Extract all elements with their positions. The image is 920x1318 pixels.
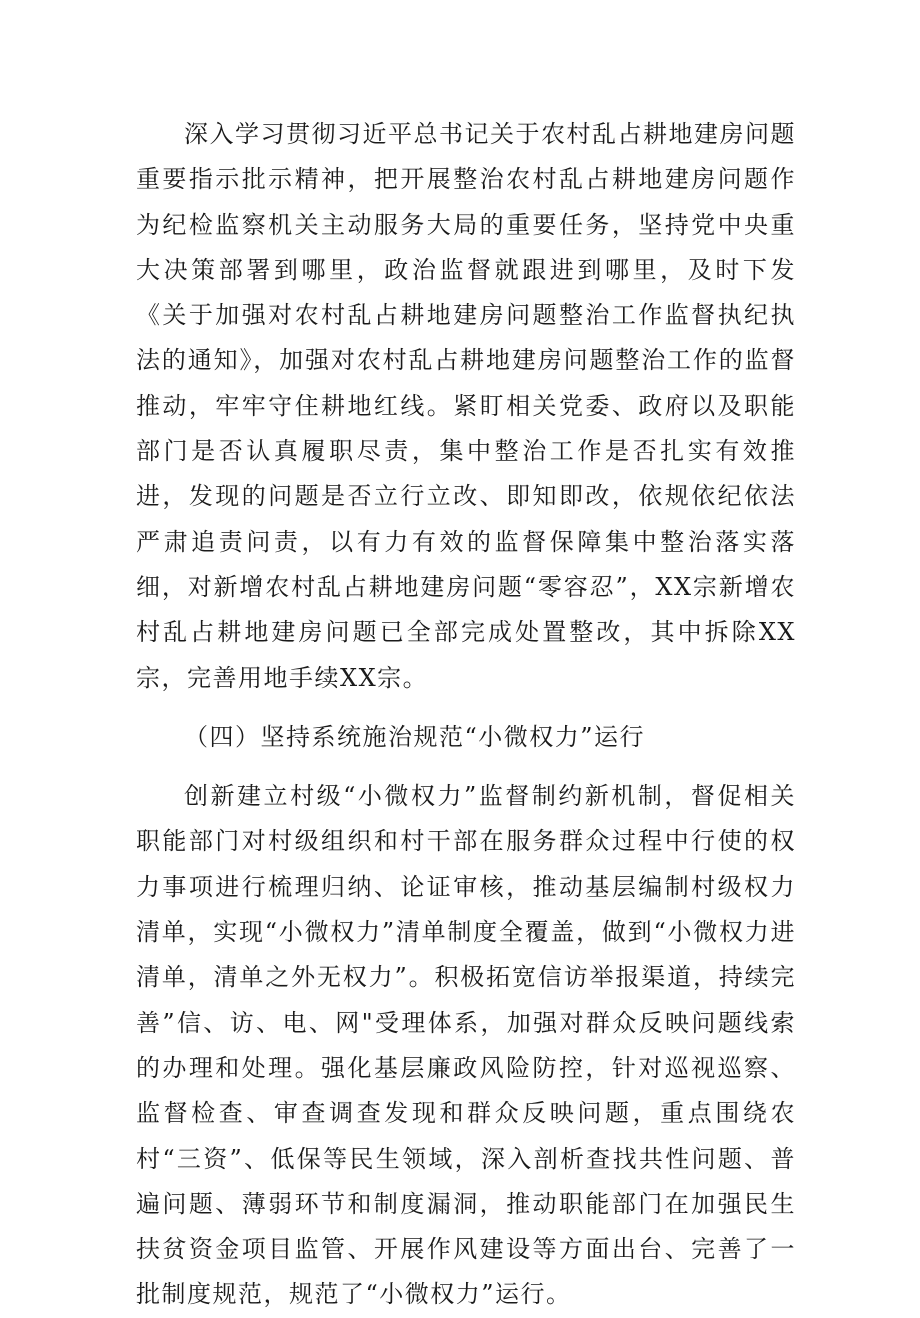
section-heading: （四）坚持系统施治规范“小微权力”运行 bbox=[184, 722, 646, 751]
paragraph-farmland-supervision: 深入学习贯彻习近平总书记关于农村乱占耕地建房问题重要指示批示精神，把开展整治农村乱占耕地建房问题作为纪检监察机关主动服务大局的重要任务，坚持党中央重大决策部署到哪里，政治监督就跟进到哪里，及时下发《关于加强对农村乱占耕地建房问题整治工作监督执纪执法的通知》，加强对农村乱占耕地建房问题整治工作的监督推动，牢牢守住耕地红线。紧盯相关党委、政府以及职能部门是否认真履职尽责，集中整治工作是否扎实有效推进，发现的问题是否立行立改、即知即改，依规依纪依法严肃追责问责，以有力有效的监督保障集中整治落实落细，对新增农村乱占耕地建房问题“零容忍”，XX宗新增农村乱占耕地建房问题已全部完成处置整改，其中拆除XX宗，完善用地手续XX宗。 bbox=[136, 120, 796, 692]
document-body bbox=[136, 112, 796, 1318]
paragraph-micro-power: 创新建立村级“小微权力”监督制约新机制，督促相关职能部门对村级组织和村干部在服务群众过程中行使的权力事项进行梳理归纳、论证审核，推动基层编制村级权力清单，实现“小微权力”清单制度全覆盖，做到“小微权力进清单，清单之外无权力”。积极拓宽信访举报渠道，持续完善”信、访、电、网"受理体系，加强对群众反映问题线索的办理和处理。强化基层廉政风险防控，针对巡视巡察、监督检查、审查调查发现和群众反映问题，重点围绕农村“三资”、低保等民生领域，深入剖析查找共性问题、普遍问题、薄弱环节和制度漏洞，推动职能部门在加强民生扶贫资金项目监管、开展作风建设等方面出台、完善了一批制度规范，规范了“小微权力”运行。 bbox=[136, 782, 796, 1309]
